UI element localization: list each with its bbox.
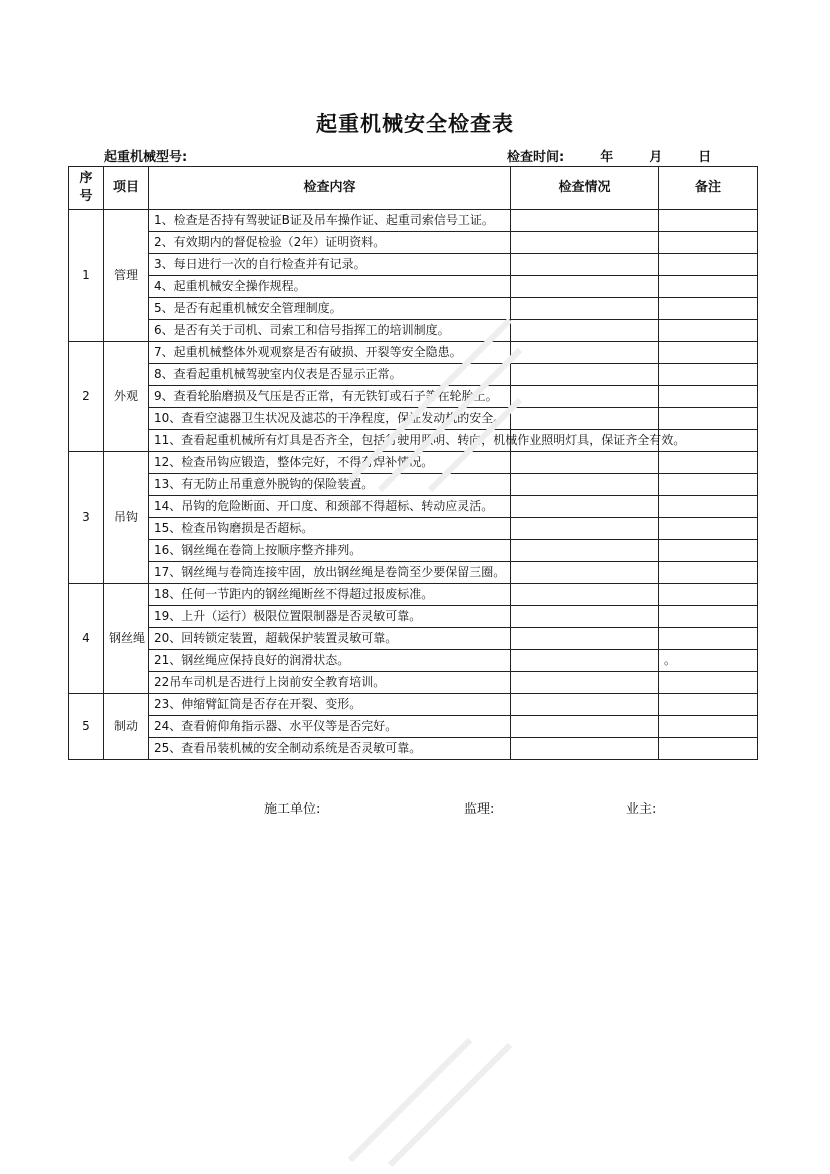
table-row (69, 210, 758, 232)
header-seq: 序号 (69, 167, 104, 210)
status-cell[interactable] (511, 562, 659, 584)
status-cell[interactable] (511, 232, 659, 254)
check-content: 19、上升（运行）极限位置限制器是否灵敏可靠。 (149, 606, 511, 628)
status-cell[interactable] (511, 210, 659, 232)
remark-cell[interactable]: 。 (659, 650, 758, 672)
remark-cell[interactable] (659, 474, 758, 496)
table-row (69, 716, 758, 738)
check-content: 22吊车司机是否进行上岗前安全教育培训。 (149, 672, 511, 694)
remark-cell[interactable] (659, 672, 758, 694)
check-time (507, 146, 737, 165)
remark-cell[interactable] (659, 496, 758, 518)
status-cell[interactable] (511, 540, 659, 562)
table-row (69, 342, 758, 364)
remark-cell[interactable] (659, 518, 758, 540)
check-content: 4、起重机械安全操作规程。 (149, 276, 511, 298)
check-content: 20、回转锁定装置，超载保护装置灵敏可靠。 (149, 628, 511, 650)
remark-cell[interactable] (659, 452, 758, 474)
check-content: 13、有无防止吊重意外脱钩的保险装置。 (149, 474, 511, 496)
table-row (69, 320, 758, 342)
remark-cell[interactable] (659, 298, 758, 320)
table-row (69, 628, 758, 650)
status-cell[interactable] (511, 408, 659, 430)
table-row (69, 386, 758, 408)
check-content: 21、钢丝绳应保持良好的润滑状态。 (149, 650, 511, 672)
check-content: 18、任何一节距内的钢丝绳断丝不得超过报废标准。 (149, 584, 511, 606)
status-cell[interactable] (511, 496, 659, 518)
table-row (69, 298, 758, 320)
remark-cell[interactable] (659, 540, 758, 562)
footer-supervisor: 监理: (464, 802, 495, 817)
day-label: 日 (698, 150, 712, 165)
check-content: 10、查看空滤器卫生状况及滤芯的干净程度，保证发动机的安全。 (149, 408, 511, 430)
remark-cell[interactable] (659, 562, 758, 584)
status-cell[interactable] (511, 738, 659, 760)
group-seq: 2 (69, 342, 104, 452)
table-row (69, 694, 758, 716)
status-cell[interactable] (511, 320, 659, 342)
check-content: 12、检查吊钩应锻造，整体完好，不得有焊补情况。 (149, 452, 511, 474)
status-cell[interactable] (511, 606, 659, 628)
status-cell[interactable] (511, 364, 659, 386)
table-row (69, 276, 758, 298)
table-row (69, 408, 758, 430)
table-row (69, 430, 758, 452)
status-cell[interactable] (511, 474, 659, 496)
table-row (69, 540, 758, 562)
watermark-graphic (330, 1020, 530, 1170)
table-row (69, 738, 758, 760)
check-content: 7、起重机械整体外观观察是否有破损、开裂等安全隐患。 (149, 342, 511, 364)
check-content: 25、查看吊装机械的安全制动系统是否灵敏可靠。 (149, 738, 511, 760)
status-cell[interactable] (511, 672, 659, 694)
table-row (69, 584, 758, 606)
group-item: 外观 (104, 342, 149, 452)
status-cell[interactable] (511, 628, 659, 650)
table-row (69, 496, 758, 518)
check-content: 9、查看轮胎磨损及气压是否正常，有无铁钉或石子等在轮胎上。 (149, 386, 511, 408)
header-remark: 备注 (659, 167, 758, 210)
status-cell[interactable] (511, 452, 659, 474)
status-cell[interactable] (511, 254, 659, 276)
check-content: 8、查看起重机械驾驶室内仪表是否显示正常。 (149, 364, 511, 386)
check-content: 23、伸缩臂缸筒是否存在开裂、变形。 (149, 694, 511, 716)
group-item: 制动 (104, 694, 149, 760)
group-seq: 3 (69, 452, 104, 584)
remark-cell[interactable] (659, 210, 758, 232)
status-cell[interactable] (511, 716, 659, 738)
check-content: 11、查看起重机械所有灯具是否齐全，包括行驶用照明、转向，机械作业照明灯具，保证齐全有效。 (149, 430, 511, 452)
status-cell[interactable] (511, 650, 659, 672)
check-content: 3、每日进行一次的自行检查并有记录。 (149, 254, 511, 276)
check-time-label: 检查时间: (507, 150, 565, 165)
table-row (69, 452, 758, 474)
table-row (69, 562, 758, 584)
remark-cell[interactable] (659, 694, 758, 716)
table-row (69, 606, 758, 628)
status-cell[interactable] (511, 386, 659, 408)
check-content: 17、钢丝绳与卷筒连接牢固，放出钢丝绳是卷筒至少要保留三圈。 (149, 562, 511, 584)
group-seq: 4 (69, 584, 104, 694)
month-label: 月 (649, 150, 663, 165)
status-cell[interactable] (511, 276, 659, 298)
table-row (69, 672, 758, 694)
machine-model-label: 起重机械型号: (104, 150, 188, 165)
status-cell[interactable] (511, 518, 659, 540)
remark-cell[interactable] (659, 408, 758, 430)
header-item: 项目 (104, 167, 149, 210)
footer-owner: 业主: (626, 802, 657, 817)
table-row (69, 254, 758, 276)
remark-cell[interactable] (659, 606, 758, 628)
table-row (69, 650, 758, 672)
group-item: 钢丝绳 (104, 584, 149, 694)
check-content: 15、检查吊钩磨损是否超标。 (149, 518, 511, 540)
remark-cell[interactable] (659, 254, 758, 276)
remark-cell[interactable] (659, 584, 758, 606)
remark-cell[interactable] (659, 342, 758, 364)
group-seq: 1 (69, 210, 104, 342)
header-status: 检查情况 (511, 167, 659, 210)
page-title: 起重机械安全检查表 (316, 112, 514, 136)
check-content: 16、钢丝绳在卷筒上按顺序整齐排列。 (149, 540, 511, 562)
table-row (69, 232, 758, 254)
check-content: 14、吊钩的危险断面、开口度、和颈部不得超标、转动应灵活。 (149, 496, 511, 518)
status-cell[interactable] (511, 298, 659, 320)
status-cell[interactable] (511, 694, 659, 716)
remark-cell[interactable] (659, 364, 758, 386)
header-content: 检查内容 (149, 167, 511, 210)
remark-cell[interactable] (659, 320, 758, 342)
status-cell[interactable] (511, 584, 659, 606)
footer-contractor: 施工单位: (264, 802, 321, 817)
status-cell[interactable] (511, 342, 659, 364)
year-label: 年 (600, 150, 614, 165)
group-item: 管理 (104, 210, 149, 342)
inspection-table (68, 166, 758, 760)
group-item: 吊钩 (104, 452, 149, 584)
check-content: 24、查看俯仰角指示器、水平仪等是否完好。 (149, 716, 511, 738)
group-seq: 5 (69, 694, 104, 760)
check-content: 1、检查是否持有驾驶证B证及吊车操作证、起重司索信号工证。 (149, 210, 511, 232)
table-row (69, 364, 758, 386)
table-row (69, 474, 758, 496)
check-content: 6、是否有关于司机、司索工和信号指挥工的培训制度。 (149, 320, 511, 342)
remark-cell[interactable] (659, 738, 758, 760)
table-header-row (69, 167, 758, 210)
remark-cell[interactable] (659, 232, 758, 254)
check-content: 5、是否有起重机械安全管理制度。 (149, 298, 511, 320)
remark-cell[interactable] (659, 716, 758, 738)
remark-cell[interactable] (659, 628, 758, 650)
check-content: 2、有效期内的督促检验（2年）证明资料。 (149, 232, 511, 254)
remark-cell[interactable] (659, 386, 758, 408)
remark-cell[interactable] (659, 276, 758, 298)
table-row (69, 518, 758, 540)
